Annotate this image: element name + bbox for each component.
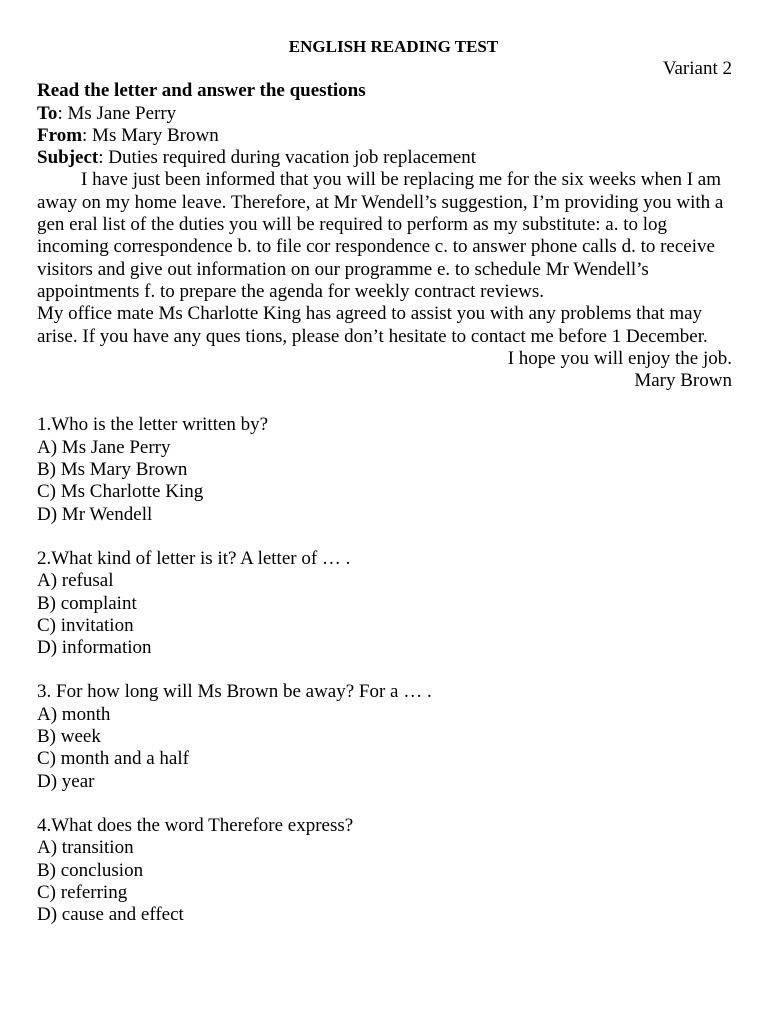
from-value: : Ms Mary Brown xyxy=(82,124,219,146)
to-label: To xyxy=(37,102,58,124)
document-page xyxy=(37,36,732,926)
answer-option: B) Ms Mary Brown xyxy=(37,459,188,481)
answer-option: B) week xyxy=(37,726,101,748)
question-4 xyxy=(37,815,732,926)
question-text: 3. For how long will Ms Brown be away? For a … . xyxy=(37,681,432,703)
question-text: 2.What kind of letter is it? A letter of … . xyxy=(37,547,351,569)
answer-option: B) complaint xyxy=(37,592,137,614)
letter-paragraph-1: I have just been informed that you will be replacing me for the six weeks when I am away on my home leave. Therefore, at Mr Wendell’s suggestion, I’m providing you with a gen eral list of the duties you will be required to perform as my substitute: a. to log incoming correspondence b. to file cor respondence c. to answer phone calls d. to receive visitors and give out information on our programme e. to schedule Mr Wendell’s appointments f. to prepare the agenda for weekly contract reviews. xyxy=(37,169,724,302)
question-3 xyxy=(37,681,732,792)
answer-option: D) information xyxy=(37,637,152,659)
instruction: Read the letter and answer the questions xyxy=(37,80,366,102)
answer-option: A) month xyxy=(37,703,111,725)
subject-label: Subject xyxy=(37,147,99,169)
answer-option: C) invitation xyxy=(37,614,134,636)
from-label: From xyxy=(37,124,83,146)
answer-option: C) month and a half xyxy=(37,748,189,770)
letter-signature: Mary Brown xyxy=(634,370,732,392)
question-text: 1.Who is the letter written by? xyxy=(37,414,269,436)
to-line xyxy=(37,103,732,125)
from-line xyxy=(37,125,732,147)
question-text: 4.What does the word Therefore express? xyxy=(37,814,354,836)
page-title: ENGLISH READING TEST xyxy=(288,37,499,56)
answer-option: A) transition xyxy=(37,837,134,859)
answer-option: A) Ms Jane Perry xyxy=(37,436,171,458)
answer-option: D) cause and effect xyxy=(37,904,184,926)
to-value: : Ms Jane Perry xyxy=(57,102,177,124)
answer-option: C) Ms Charlotte King xyxy=(37,481,204,503)
question-2 xyxy=(37,548,732,659)
question-1 xyxy=(37,414,732,525)
letter-closing: I hope you will enjoy the job. xyxy=(507,347,732,369)
answer-option: D) year xyxy=(37,770,95,792)
answer-option: C) referring xyxy=(37,881,128,903)
variant-label: Variant 2 xyxy=(662,58,732,79)
subject-value: : Duties required during vacation job replacement xyxy=(98,147,476,169)
letter-paragraph-2: My office mate Ms Charlotte King has agreed to assist you with any problems that may arise. If you have any ques tions, please don’t hesitate to contact me before 1 December. xyxy=(37,303,708,347)
subject-line xyxy=(37,147,732,169)
answer-option: D) Mr Wendell xyxy=(37,503,153,525)
answer-option: A) refusal xyxy=(37,570,114,592)
letter-body xyxy=(37,169,732,347)
answer-option: B) conclusion xyxy=(37,859,144,881)
